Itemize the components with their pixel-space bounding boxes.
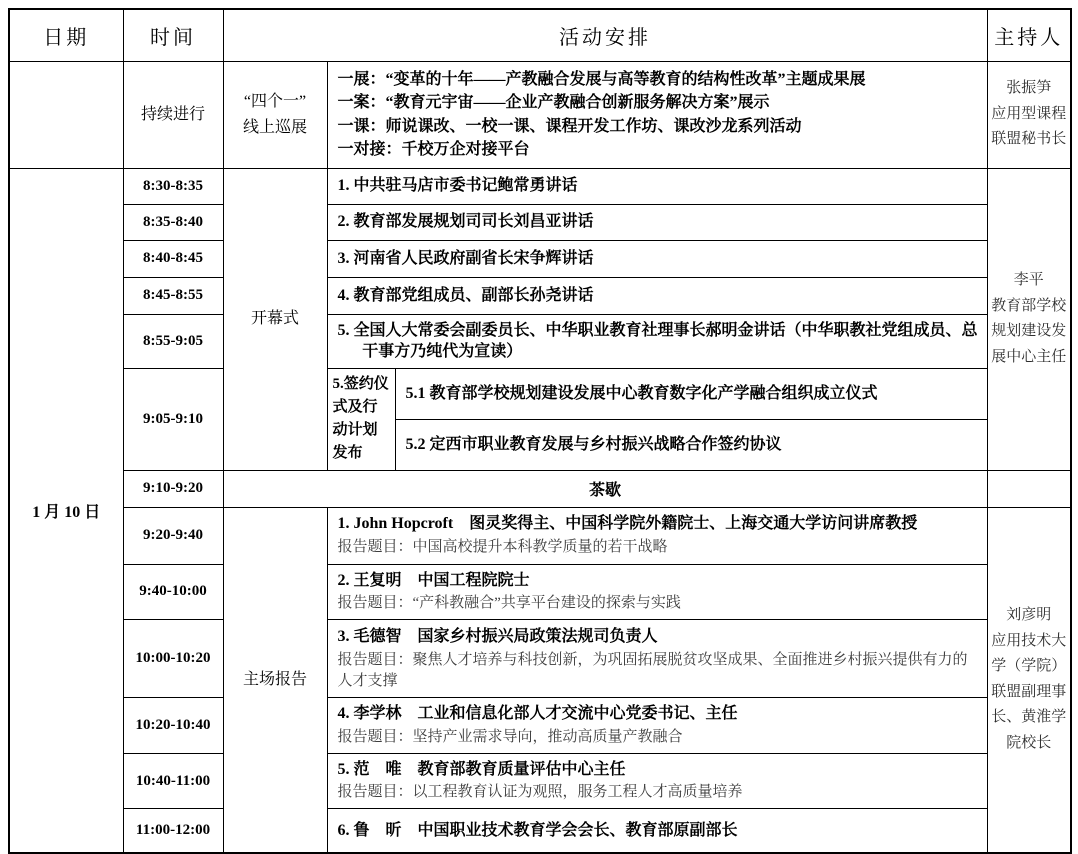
ongoing-content <box>327 61 987 168</box>
header-row <box>9 9 1071 61</box>
opening-host <box>987 168 1071 470</box>
report-row <box>9 620 1071 698</box>
header-time: 时间 <box>123 9 223 61</box>
time-cell: 10:40-11:00 <box>123 753 223 809</box>
activity-cell <box>327 809 987 853</box>
activity-text: 1. 中共驻马店市委书记鲍常勇讲话 <box>337 177 578 195</box>
time-cell: 8:40-8:45 <box>123 240 223 277</box>
signing-label-cell: 5.签约仪式及行动计划发布 <box>327 368 395 470</box>
opening-row <box>9 204 1071 240</box>
time-cell: 9:40-10:00 <box>123 564 223 620</box>
ongoing-host <box>987 61 1071 168</box>
activity-cell <box>327 277 987 314</box>
topic-text: 报告题目：聚焦人才培养与科技创新，为巩固拓展脱贫攻坚成果、全面推进乡村振兴提供有力的人才支撑 <box>337 651 968 689</box>
time-cell: 10:00-10:20 <box>123 620 223 698</box>
activity-text: 5.1 教育部学校规划建设发展中心教育数字化产学融合组织成立仪式 <box>405 385 878 403</box>
activity-text: 3. 河南省人民政府副省长宋争辉讲话 <box>337 249 594 267</box>
topic-text: 报告题目：中国高校提升本科教学质量的若干战略 <box>337 538 668 555</box>
time-cell: 10:20-10:40 <box>123 698 223 754</box>
ongoing-line: 一案：“教育元宇宙——企业产教融合创新服务解决方案”展示 <box>337 94 770 112</box>
time-cell: 9:10-9:20 <box>123 470 223 507</box>
ongoing-line: 一课：师说课改、一校一课、课程开发工作坊、课改沙龙系列活动 <box>337 117 802 135</box>
ongoing-line: 一对接：千校万企对接平台 <box>337 140 530 158</box>
activity-cell <box>327 620 987 698</box>
ongoing-section-line1: “四个一” <box>243 92 307 110</box>
time-cell: 8:35-8:40 <box>123 204 223 240</box>
activity-cell <box>327 168 987 204</box>
speaker-text: 1. John Hopcroft 图灵奖得主、中国科学院外籍院士、上海交通大学访问讲席教授 <box>337 515 918 533</box>
topic-text: 报告题目：“产科教融合”共享平台建设的探索与实践 <box>337 595 681 612</box>
schedule-table <box>8 8 1072 854</box>
activity-cell <box>327 204 987 240</box>
header-activity: 活动安排 <box>223 9 987 61</box>
activity-cell <box>327 507 987 564</box>
opening-row <box>9 240 1071 277</box>
header-host: 主持人 <box>987 9 1071 61</box>
ongoing-time: 持续进行 <box>123 61 223 168</box>
host-name: 张振笋 <box>1006 80 1052 97</box>
activity-cell <box>327 698 987 754</box>
activity-cell <box>327 314 987 368</box>
speaker-text: 4. 李学林 工业和信息化部人才交流中心党委书记、主任 <box>337 705 738 723</box>
ongoing-section-line2: 线上巡展 <box>242 118 307 136</box>
topic-text: 报告题目：坚持产业需求导向，推动高质量产教融合 <box>337 728 683 745</box>
opening-section: 开幕式 <box>223 168 327 470</box>
activity-cell <box>327 564 987 620</box>
activity-text: 2. 教育部发展规划司司长刘昌亚讲话 <box>337 213 594 231</box>
tea-break-row <box>9 470 1071 507</box>
speaker-text: 6. 鲁 昕 中国职业技术教育学会会长、教育部原副部长 <box>337 821 738 839</box>
ongoing-row <box>9 61 1071 168</box>
report-row <box>9 753 1071 809</box>
tea-break-cell: 茶歇 <box>223 470 987 507</box>
host-name: 李平 <box>1013 272 1044 289</box>
host-name: 刘彦明 <box>1006 607 1052 624</box>
time-cell: 9:20-9:40 <box>123 507 223 564</box>
ongoing-section <box>223 61 327 168</box>
speaker-text: 2. 王复明 中国工程院院士 <box>337 571 530 589</box>
activity-cell <box>395 368 987 419</box>
activity-cell <box>327 753 987 809</box>
report-row <box>9 564 1071 620</box>
speaker-text: 5. 范 唯 教育部教育质量评估中心主任 <box>337 760 626 778</box>
opening-row <box>9 314 1071 368</box>
host-title: 应用技术大学（学院）联盟副理事长、黄淮学院校长 <box>991 632 1067 751</box>
activity-cell <box>327 240 987 277</box>
time-cell: 8:30-8:35 <box>123 168 223 204</box>
host-title: 教育部学校规划建设发展中心主任 <box>991 297 1067 365</box>
report-row <box>9 809 1071 853</box>
report-row <box>9 507 1071 564</box>
time-cell: 8:55-9:05 <box>123 314 223 368</box>
date-cell-empty <box>9 61 123 168</box>
activity-text: 4. 教育部党组成员、副部长孙尧讲话 <box>337 286 594 304</box>
time-cell: 8:45-8:55 <box>123 277 223 314</box>
report-row <box>9 698 1071 754</box>
ongoing-line: 一展：“变革的十年——产教融合发展与高等教育的结构性改革”主题成果展 <box>337 71 866 89</box>
activity-cell <box>395 419 987 470</box>
speaker-text: 3. 毛德智 国家乡村振兴局政策法规司负责人 <box>337 627 658 645</box>
topic-text: 报告题目：以工程教育认证为观照，服务工程人才高质量培养 <box>337 784 743 801</box>
host-title: 应用型课程联盟秘书长 <box>991 105 1067 148</box>
time-cell: 9:05-9:10 <box>123 368 223 470</box>
main-reports-section: 主场报告 <box>223 507 327 853</box>
main-reports-host <box>987 507 1071 853</box>
date-cell: 1 月 10 日 <box>9 168 123 853</box>
opening-row <box>9 168 1071 204</box>
signing-row <box>9 368 1071 419</box>
time-cell: 11:00-12:00 <box>123 809 223 853</box>
activity-text: 5.2 定西市职业教育发展与乡村振兴战略合作签约协议 <box>405 436 782 454</box>
header-date: 日期 <box>9 9 123 61</box>
activity-text: 5. 全国人大常委会副委员长、中华职业教育社理事长郝明金讲话（中华职教社党组成员、总干事方乃纯代为宣读） <box>337 321 978 361</box>
host-cell-empty <box>987 470 1071 507</box>
opening-row <box>9 277 1071 314</box>
